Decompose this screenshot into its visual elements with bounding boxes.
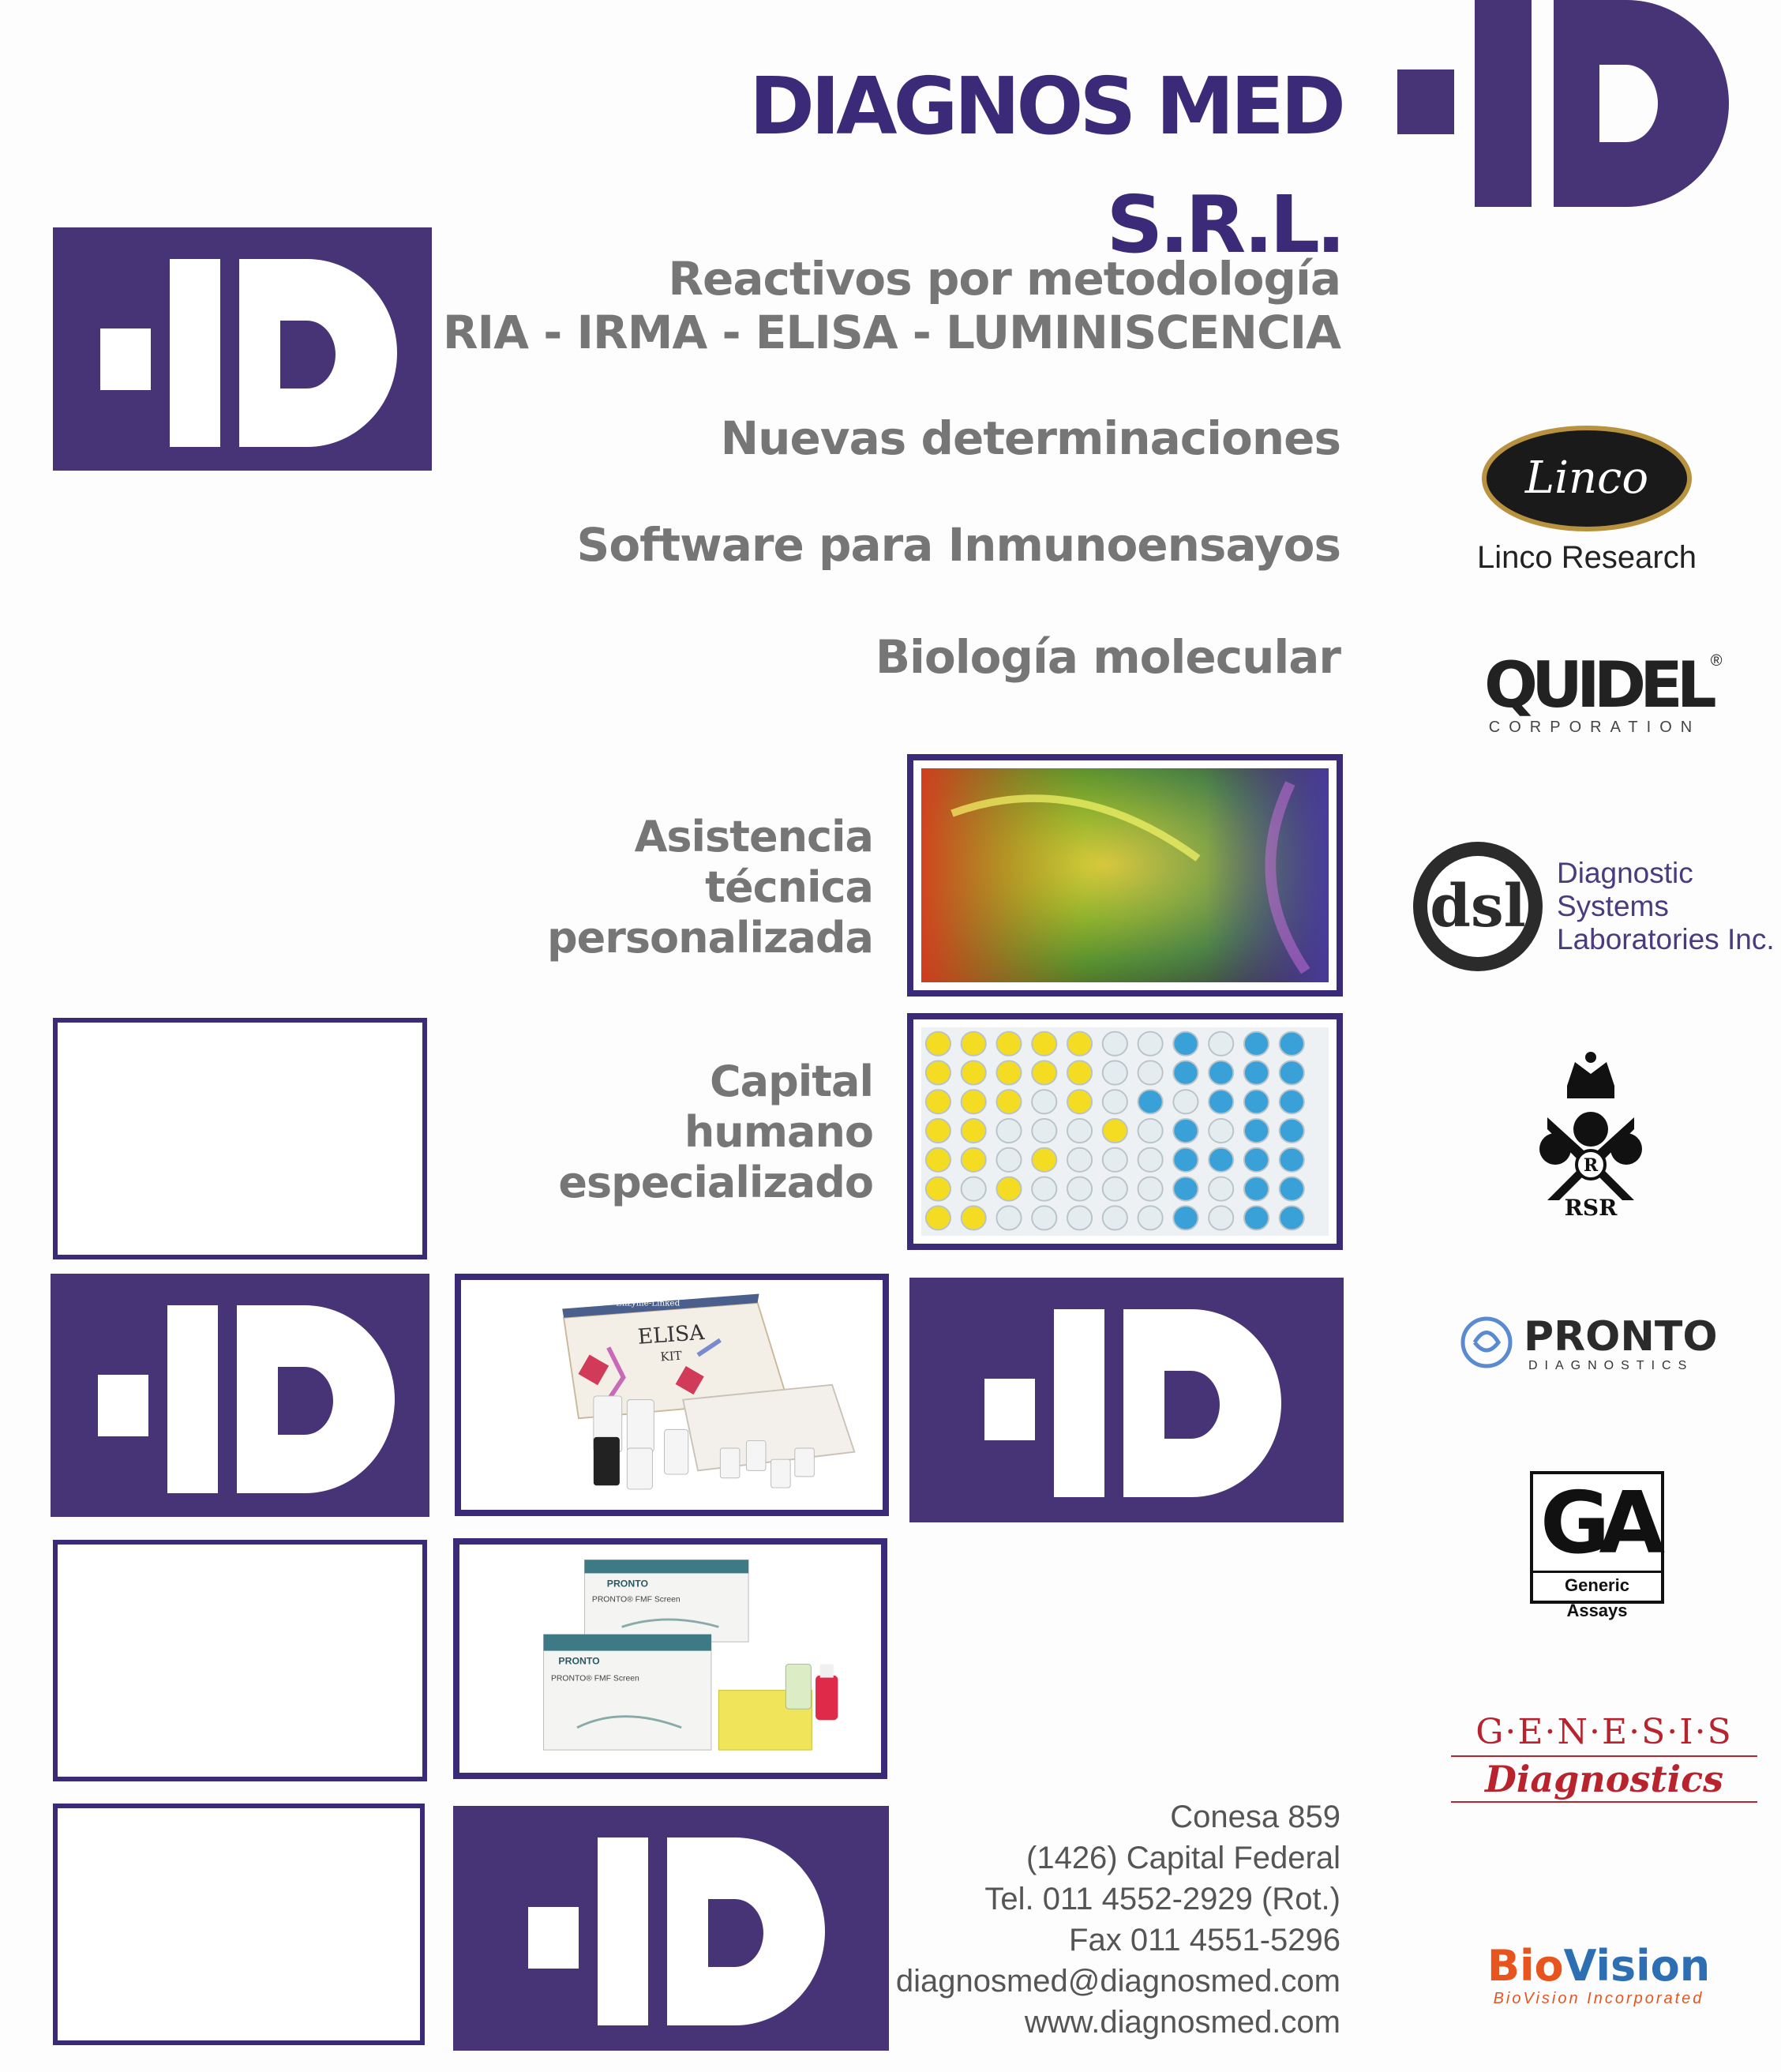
genesis-sub: Diagnostics xyxy=(1451,1755,1757,1803)
plate-well xyxy=(1067,1177,1092,1201)
plate-well xyxy=(1209,1032,1233,1056)
plate-well xyxy=(996,1119,1021,1143)
quidel-reg-mark: ® xyxy=(1710,652,1723,670)
plate-well xyxy=(1138,1148,1163,1172)
pronto-sub: DIAGNOSTICS xyxy=(1528,1359,1694,1372)
plate-well xyxy=(1280,1119,1304,1143)
contact-phone: Tel. 011 4552-2929 (Rot.) xyxy=(984,1882,1340,1916)
capital-line-3: especializado xyxy=(558,1158,873,1207)
plate-well xyxy=(1244,1177,1269,1201)
pronto-swirl-icon xyxy=(1459,1315,1514,1370)
plate-well xyxy=(1209,1206,1233,1229)
plate-well xyxy=(926,1060,950,1084)
pronto-kit-brand-top: PRONTO xyxy=(606,1578,649,1590)
plate-well xyxy=(1032,1060,1056,1084)
plate-well xyxy=(962,1119,986,1143)
pronto-kit-product-top: PRONTO® FMF Screen xyxy=(591,1595,681,1605)
dsl-line-1: Diagnostic xyxy=(1557,857,1693,889)
ga-name: Generic Assays xyxy=(1533,1571,1661,1623)
plate-well xyxy=(1173,1148,1198,1172)
plate-well xyxy=(1209,1090,1233,1113)
plate-well xyxy=(926,1119,950,1143)
plate-well xyxy=(1103,1090,1127,1113)
plate-well xyxy=(1173,1177,1198,1201)
dsl-line-3: Laboratories Inc. xyxy=(1557,923,1775,955)
plate-well xyxy=(1173,1090,1198,1113)
dsl-line-2: Systems xyxy=(1557,890,1669,922)
plate-well xyxy=(1209,1148,1233,1172)
plate-well xyxy=(996,1060,1021,1084)
linco-logo-text: Linco xyxy=(1524,452,1649,504)
dsl-logo-text: dsl xyxy=(1430,873,1526,940)
plate-well xyxy=(1280,1206,1304,1229)
plate-well xyxy=(962,1148,986,1172)
photo-microplate xyxy=(907,1013,1343,1250)
service-methodology: Reactivos por metodología xyxy=(668,252,1340,306)
plate-well xyxy=(1032,1206,1056,1229)
plate-well xyxy=(926,1206,950,1229)
plate-well xyxy=(1173,1119,1198,1143)
plate-well xyxy=(1138,1119,1163,1143)
partner-quidel xyxy=(1484,648,1723,747)
plate-well xyxy=(1032,1032,1056,1056)
partner-generic-assays xyxy=(1530,1471,1664,1620)
plate-well xyxy=(1244,1148,1269,1172)
plate-well xyxy=(1103,1148,1127,1172)
plate-well xyxy=(1103,1119,1127,1143)
plate-well xyxy=(1138,1060,1163,1084)
ga-logo-text: GA xyxy=(1539,1474,1655,1573)
service-new-determinations: Nuevas determinaciones xyxy=(720,411,1340,465)
logo-tile-mid-right xyxy=(909,1278,1344,1522)
rsr-crest-letter: R xyxy=(1583,1155,1599,1176)
logo-tile-bottom xyxy=(453,1806,889,2051)
contact-address: Conesa 859 xyxy=(1170,1800,1340,1834)
pronto-kit-product-front: PRONTO® FMF Screen xyxy=(550,1674,639,1684)
plate-well xyxy=(1244,1206,1269,1229)
plate-well xyxy=(1103,1060,1127,1084)
assist-line-1: Asistencia xyxy=(634,812,873,861)
plate-well xyxy=(1280,1090,1304,1113)
empty-frame-2 xyxy=(53,1540,427,1781)
plate-well xyxy=(996,1090,1021,1113)
partner-genesis xyxy=(1451,1712,1757,1815)
service-molecular-biology: Biología molecular xyxy=(875,630,1340,684)
plate-well xyxy=(926,1090,950,1113)
plate-well xyxy=(1032,1119,1056,1143)
plate-well xyxy=(1173,1206,1198,1229)
quidel-logo-text: QUIDEL xyxy=(1484,648,1711,722)
plate-well xyxy=(1067,1119,1092,1143)
photo-pronto-kit xyxy=(453,1538,887,1779)
plate-well xyxy=(1173,1032,1198,1056)
plate-well xyxy=(962,1060,986,1084)
logo-tile-mid-left xyxy=(51,1274,429,1517)
plate-well xyxy=(926,1177,950,1201)
genesis-name: G·E·N·E·S·I·S xyxy=(1475,1712,1733,1752)
plate-well xyxy=(996,1206,1021,1229)
plate-well xyxy=(1032,1148,1056,1172)
elisa-kit-title: ELISA xyxy=(636,1319,706,1349)
partner-biovision xyxy=(1464,1942,1733,2029)
plate-well xyxy=(1173,1060,1198,1084)
plate-well xyxy=(1067,1206,1092,1229)
elisa-kit-subtitle: KIT xyxy=(659,1348,683,1364)
plate-well xyxy=(1103,1177,1127,1201)
plate-well xyxy=(1209,1177,1233,1201)
service-software: Software para Inmunoensayos xyxy=(576,518,1340,572)
plate-well xyxy=(1067,1032,1092,1056)
capital-line-1: Capital xyxy=(710,1057,873,1106)
plate-well xyxy=(1280,1060,1304,1084)
plate-well xyxy=(1280,1148,1304,1172)
quidel-sub: CORPORATION xyxy=(1488,719,1701,736)
plate-well xyxy=(996,1148,1021,1172)
rsr-name: RSR xyxy=(1564,1195,1618,1221)
biovision-name-bio: Bio xyxy=(1487,1941,1564,1991)
biovision-sub: BioVision Incorporated xyxy=(1493,1990,1704,2007)
plate-well xyxy=(1138,1206,1163,1229)
plate-well xyxy=(1032,1090,1056,1113)
plate-well xyxy=(1067,1060,1092,1084)
plate-well xyxy=(962,1032,986,1056)
assist-line-2: técnica xyxy=(705,862,873,912)
plate-well xyxy=(1138,1177,1163,1201)
plate-well xyxy=(1138,1032,1163,1056)
plate-well xyxy=(1103,1032,1127,1056)
plate-well xyxy=(1032,1177,1056,1201)
plate-well xyxy=(926,1148,950,1172)
logo-tile-top xyxy=(53,227,432,471)
empty-frame-1 xyxy=(53,1018,427,1259)
plate-well xyxy=(1280,1032,1304,1056)
contact-city: (1426) Capital Federal xyxy=(1026,1841,1340,1875)
plate-well xyxy=(1244,1032,1269,1056)
plate-well xyxy=(1138,1090,1163,1113)
plate-well xyxy=(996,1032,1021,1056)
partner-dsl xyxy=(1411,839,1774,974)
plate-well xyxy=(1244,1119,1269,1143)
plate-well xyxy=(1103,1206,1127,1229)
contact-block xyxy=(896,1796,1340,2043)
partner-pronto xyxy=(1459,1313,1719,1376)
company-name: DIAGNOS MED S.R.L. xyxy=(748,60,1342,271)
plate-well xyxy=(1244,1060,1269,1084)
partner-rsr xyxy=(1524,1046,1658,1220)
plate-well xyxy=(1067,1148,1092,1172)
plate-well xyxy=(962,1090,986,1113)
elisa-kit-banner: Enzyme-Linked xyxy=(616,1298,681,1308)
plate-well xyxy=(1067,1090,1092,1113)
pronto-kit-brand-front: PRONTO xyxy=(558,1655,600,1667)
photo-elisa-kit xyxy=(455,1274,889,1516)
plate-well xyxy=(1280,1177,1304,1201)
contact-fax: Fax 011 4551-5296 xyxy=(1069,1923,1340,1958)
assist-line-3: personalizada xyxy=(546,913,873,963)
biovision-name-vision: Vision xyxy=(1563,1941,1711,1991)
service-methods-list: RIA - IRMA - ELISA - LUMINISCENCIA xyxy=(442,306,1340,359)
plate-well xyxy=(1209,1060,1233,1084)
plate-well xyxy=(962,1206,986,1229)
contact-website[interactable]: www.diagnosmed.com xyxy=(1024,2005,1340,2040)
plate-well xyxy=(1244,1090,1269,1113)
linco-name: Linco Research xyxy=(1477,540,1697,575)
company-emblem-logo xyxy=(1397,0,1729,208)
plate-well xyxy=(996,1177,1021,1201)
partner-linco xyxy=(1468,423,1705,581)
photo-colorful-abstract xyxy=(907,754,1343,997)
plate-well xyxy=(962,1177,986,1201)
contact-email[interactable]: diagnosmed@diagnosmed.com xyxy=(895,1964,1340,1999)
pronto-name: PRONTO xyxy=(1524,1313,1718,1361)
empty-frame-3 xyxy=(53,1804,425,2045)
capital-line-2: humano xyxy=(684,1107,873,1157)
plate-well xyxy=(1209,1119,1233,1143)
plate-well xyxy=(926,1032,950,1056)
